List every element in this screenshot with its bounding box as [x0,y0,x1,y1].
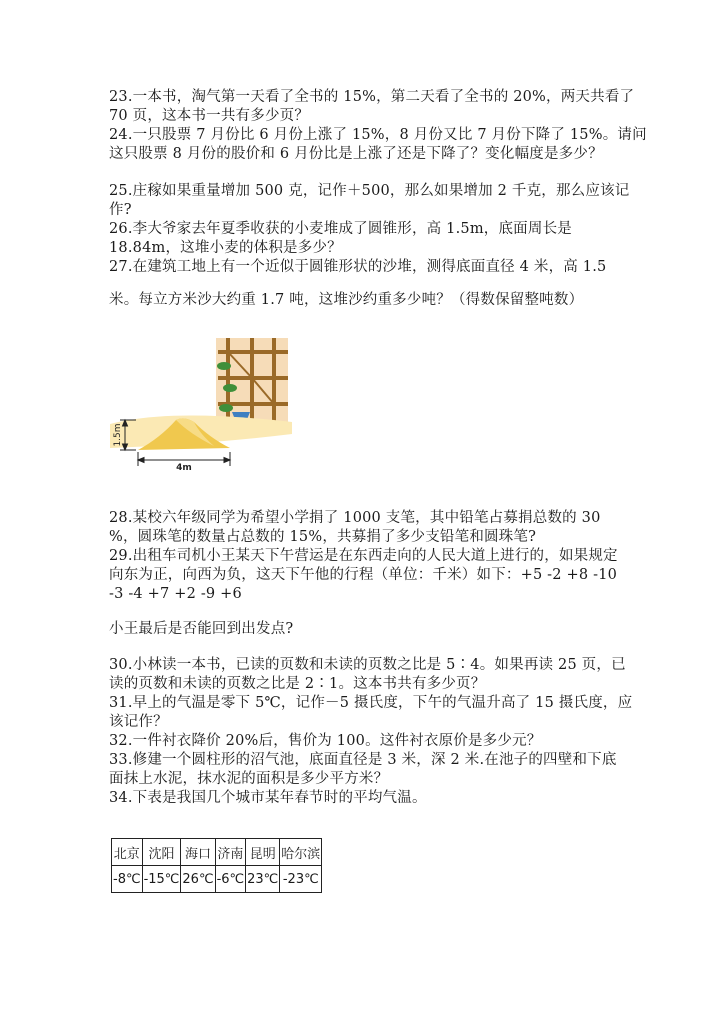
question-line: 30.小林读一本书，已读的页数和未读的页数之比是 5∶4。如果再读 25 页，已 [109,657,626,673]
question-line: 31.早上的气温是零下 5℃，记作－5 摄氏度，下午的气温升高了 15 摄氏度，应 [109,695,633,711]
question-line: 23.一本书，淘气第一天看了全书的 15%，第二天看了全书的 20%，两天共看了 [109,89,635,105]
table-cell: 23℃ [246,866,280,893]
table-cell: 昆明 [246,839,280,866]
question-line: 25.庄稼如果重量增加 500 克，记作＋500，那么如果增加 2 千克，那么应该记 [109,183,630,199]
table-cell: 海口 [181,839,215,866]
table-cell: 北京 [112,839,143,866]
question-line: 18.84m，这堆小麦的体积是多少？ [109,240,342,256]
question-line: 70 页，这本书一共有多少页？ [109,108,310,124]
table-cell: 沈阳 [142,839,181,866]
width-label: 4m [176,463,192,473]
temperature-table [111,838,322,893]
table-cell: -23℃ [280,866,322,893]
question-line: 米。每立方米沙大约重 1.7 吨，这堆沙约重多少吨？（得数保留整吨数） [109,292,584,308]
table-cell: 哈尔滨 [280,839,322,866]
question-line: 28.某校六年级同学为希望小学捐了 1000 支笔，其中铅笔占募捐总数的 30 [109,510,601,526]
question-line: 29.出租车司机小王某天下午营运是在东西走向的人民大道上进行的，如果规定 [109,548,618,564]
height-label: 1.5m [113,423,123,447]
question-line: 读的页数和未读的页数之比是 2∶1。这本书共有多少页？ [109,676,486,692]
table-row [112,866,322,893]
question-line: 面抹上水泥，抹水泥的面积是多少平方米？ [109,771,389,787]
question-line: 向东为正，向西为负，这天下午他的行程（单位：千米）如下：+5 -2 +8 -10 [109,567,618,583]
question-line: 32.一件衬衣降价 20%后，售价为 100。这件衬衣原价是多少元？ [109,733,542,749]
question-line: %，圆珠笔的数量占总数的 15%，共募捐了多少支铅笔和圆珠笔? [109,529,537,545]
table-cell: 济南 [215,839,246,866]
table-row [112,839,322,866]
question-line: 这只股票 8 月份的股价和 6 月份比是上涨了还是下降了？变化幅度是多少？ [109,146,603,162]
sand-pile-figure [110,338,292,474]
table-cell: 26℃ [181,866,215,893]
table-cell: -8℃ [112,866,143,893]
question-line: 34.下表是我国几个城市某年春节时的平均气温。 [109,790,427,806]
question-line: 27.在建筑工地上有一个近似于圆锥形状的沙堆，测得底面直径 4 米，高 1.5 [109,259,607,275]
question-line: 作? [109,202,132,218]
question-line: 26.李大爷家去年夏季收获的小麦堆成了圆锥形，高 1.5m，底面周长是 [109,221,572,237]
table-cell: -15℃ [142,866,181,893]
table-cell: -6℃ [215,866,246,893]
question-line: 小王最后是否能回到出发点? [109,621,294,637]
question-line: -3 -4 +7 +2 -9 +6 [109,586,242,602]
question-line: 该记作？ [109,714,168,730]
question-line: 33.修建一个圆柱形的沼气池，底面直径是 3 米，深 2 米.在池子的四壁和下底 [109,752,617,768]
question-line: 24.一只股票 7 月份比 6 月份上涨了 15%，8 月份又比 7 月份下降了 15%。请问 [109,127,647,143]
